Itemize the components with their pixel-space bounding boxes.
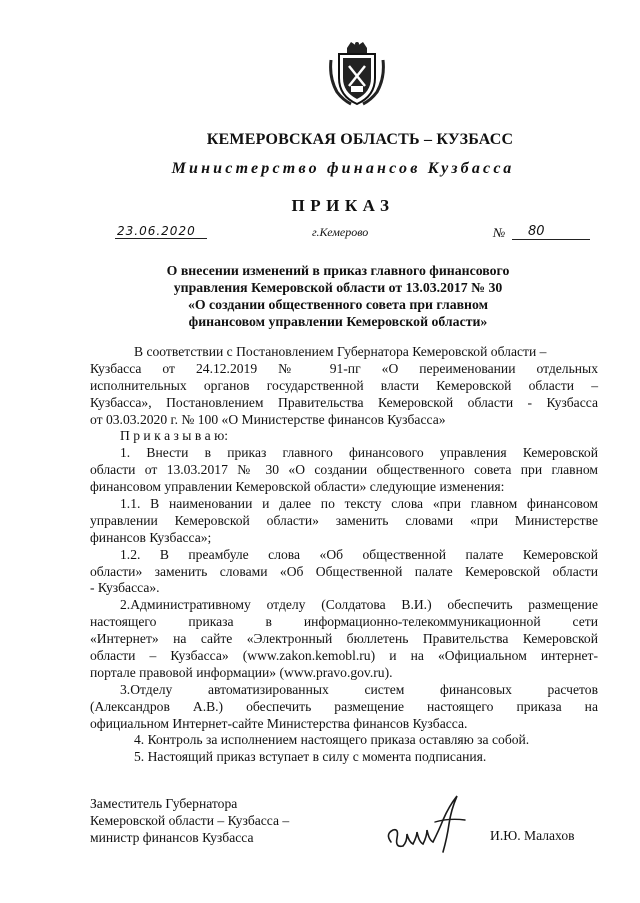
- body-line: 1.2. В преамбуле слова «Об общественной палате Кемеровской: [120, 546, 598, 562]
- order-body: [90, 344, 598, 766]
- body-line: В соответствии с Постановлением Губернатора Кемеровской области –: [134, 344, 547, 359]
- signatory-name: И.Ю. Малахов: [490, 828, 575, 843]
- subject-line: «О создании общественного совета при главном: [187, 297, 489, 312]
- body-line: 2.Административному отделу (Солдатова В.И.) обеспечить размещение: [120, 597, 598, 613]
- body-line: настоящего приказа в информационно-телекоммуникационной сети: [90, 614, 598, 630]
- signatory-position-line: Кемеровской области – Кузбасса –: [90, 813, 290, 828]
- body-line: финансов Кузбасса»;: [90, 529, 212, 545]
- body-line: (Александров А.В.) обеспечить размещение настоящего приказа на: [90, 698, 598, 714]
- body-line: исполнительных органов государственной власти Кемеровской области –: [90, 377, 598, 393]
- order-number-label: №: [493, 225, 506, 240]
- body-line: - Кузбасса».: [90, 580, 160, 596]
- body-line: области от 13.03.2017 № 30 «О создании общественного совета при главном: [90, 462, 598, 478]
- order-number: 80: [512, 224, 590, 240]
- ministry-name: Министерство финансов Кузбасса: [171, 160, 515, 177]
- body-line: от 03.03.2020 г. № 100 «О Министерстве финансов Кузбасса»: [90, 411, 446, 427]
- signatory-position-line: министр финансов Кузбасса: [90, 830, 254, 845]
- coat-of-arms-emblem: [329, 38, 385, 108]
- body-line: Кузбасса от 24.12.2019 № 91-пг «О переименовании отдельных: [90, 360, 598, 376]
- order-date: 23.06.2020: [115, 224, 207, 239]
- subject-line: управления Кемеровской области от 13.03.2017 № 30: [173, 280, 503, 295]
- body-line: портале правовой информации» (www.pravo.gov.ru).: [90, 664, 393, 680]
- signatory-position-line: Заместитель Губернатора: [90, 796, 238, 811]
- subject-line: О внесении изменений в приказ главного финансового: [166, 263, 510, 278]
- body-line: области» заменить словами «Об Общественной палате Кемеровской области: [90, 563, 598, 579]
- body-line: 3.Отделу автоматизированных систем финансовых расчетов: [120, 681, 598, 697]
- body-line: Кузбасса», Постановлением Правительства Кемеровской области - Кузбасса: [90, 394, 598, 410]
- order-subject: [128, 262, 548, 330]
- subject-line: финансовом управлении Кемеровской области»: [188, 314, 488, 329]
- body-line: области – Кузбасса» (www.zakon.kemobl.ru) и на «Официальном интернет-: [90, 648, 598, 664]
- body-line: П р и к а з ы в а ю:: [120, 428, 228, 444]
- order-city: г.Кемерово: [312, 225, 369, 239]
- order-title: ПРИКАЗ: [291, 196, 395, 215]
- body-line: 1.1. В наименовании и далее по тексту слова «при главном финансовом: [120, 496, 598, 512]
- handwritten-signature: [383, 790, 473, 860]
- order-meta-row: [0, 224, 640, 246]
- body-line: 1. Внести в приказ главного финансового управления Кемеровской: [120, 445, 598, 461]
- region-title: КЕМЕРОВСКАЯ ОБЛАСТЬ – КУЗБАСС: [206, 131, 514, 148]
- body-line: 5. Настоящий приказ вступает в силу с момента подписания.: [134, 749, 487, 765]
- signatory-position: [90, 795, 330, 846]
- body-line: официальном Интернет-сайте Министерства финансов Кузбасса.: [90, 715, 468, 731]
- body-line: «Интернет» на сайте «Электронный бюллетень Правительства Кемеровской: [90, 631, 598, 647]
- body-line: управлении Кемеровской области» заменить словами «при Министерстве: [90, 512, 598, 528]
- body-line: 4. Контроль за исполнением настоящего приказа оставляю за собой.: [134, 732, 530, 748]
- body-line: финансовом управлении Кемеровской области» следующие изменения:: [90, 479, 505, 495]
